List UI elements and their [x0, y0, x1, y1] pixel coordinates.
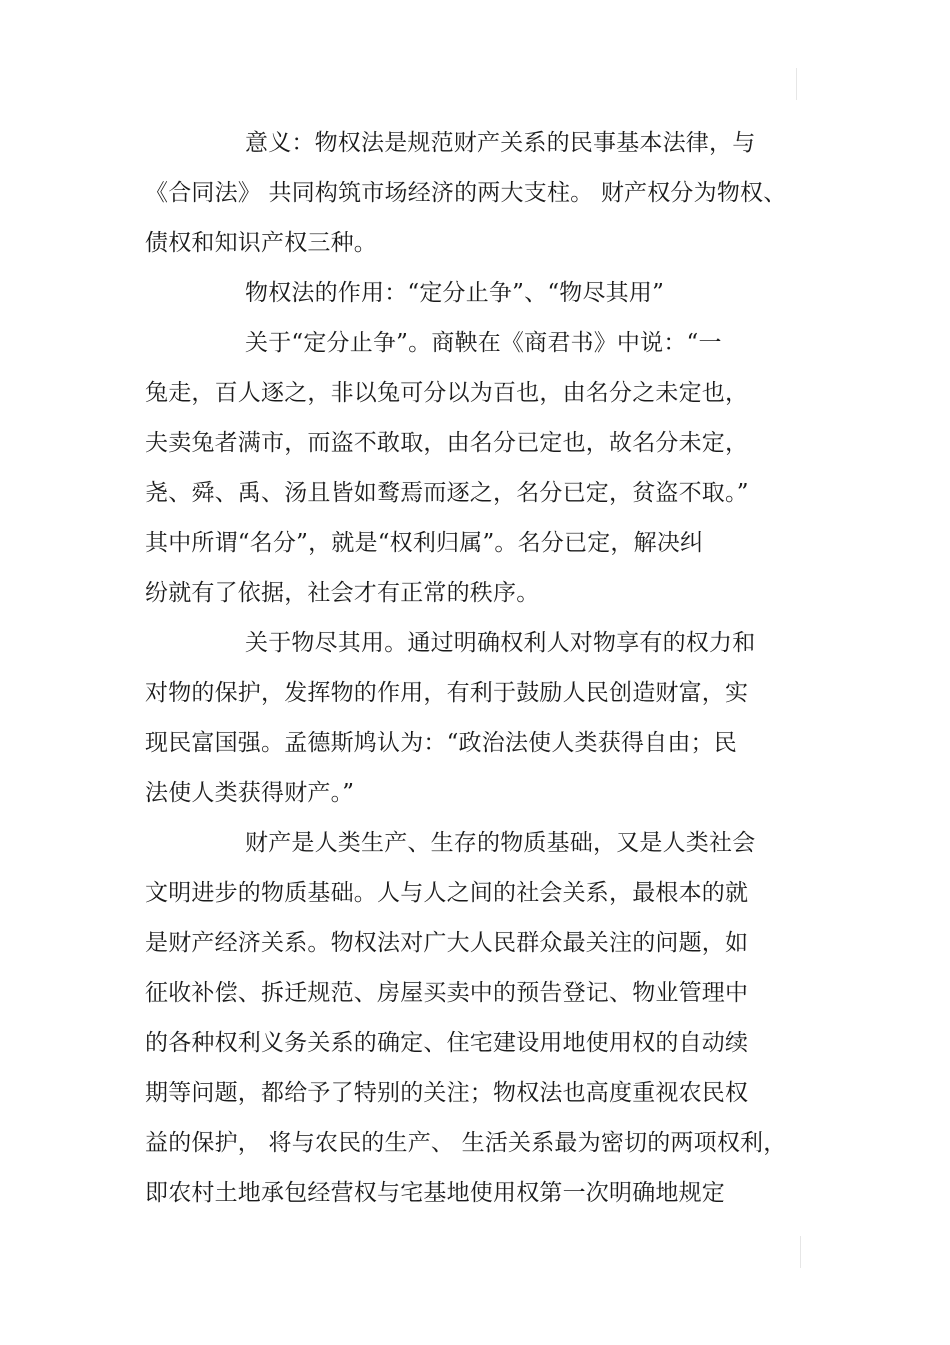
- text-line: 《合同法》 共同构筑市场经济的两大支柱。 财产权分为物权、: [145, 180, 787, 206]
- text-line: 即农村土地承包经营权与宅基地使用权第一次明确地规定: [145, 1180, 725, 1206]
- text-line: 夫卖兔者满市，而盗不敢取，由名分已定也，故名分未定，: [145, 430, 749, 456]
- text-line: 财产是人类生产、生存的物质基础，又是人类社会: [245, 830, 756, 856]
- text-line: 兔走，百人逐之，非以兔可分以为百也，由名分之未定也，: [145, 380, 749, 406]
- text-line: 纷就有了依据，社会才有正常的秩序。: [145, 580, 540, 606]
- text-line: 征收补偿、拆迁规范、房屋买卖中的预告登记、物业管理中: [145, 980, 749, 1006]
- text-line: 意义：物权法是规范财产关系的民事基本法律，与: [245, 130, 756, 156]
- page-corner-mark-bottom: [800, 1236, 801, 1268]
- page-corner-mark-top: [796, 68, 797, 100]
- text-line: 期等问题，都给予了特别的关注；物权法也高度重视农民权: [145, 1080, 749, 1106]
- text-line: 益的保护， 将与农民的生产、 生活关系最为密切的两项权利，: [145, 1130, 787, 1156]
- text-line: 的各种权利义务关系的确定、住宅建设用地使用权的自动续: [145, 1030, 749, 1056]
- text-line: 关于物尽其用。通过明确权利人对物享有的权力和: [245, 630, 756, 656]
- text-line: 现民富国强。孟德斯鸠认为：“政治法使人类获得自由；民: [145, 730, 737, 756]
- text-line: 物权法的作用：“定分止争”、“物尽其用”: [245, 280, 665, 306]
- text-line: 对物的保护，发挥物的作用，有利于鼓励人民创造财富，实: [145, 680, 749, 706]
- text-line: 是财产经济关系。物权法对广大人民群众最关注的问题，如: [145, 930, 749, 956]
- text-line: 关于“定分止争”。商鞅在《商君书》中说：“一: [245, 330, 722, 356]
- text-line: 文明进步的物质基础。人与人之间的社会关系，最根本的就: [145, 880, 749, 906]
- text-line: 债权和知识产权三种。: [145, 230, 377, 256]
- body-text: [145, 118, 805, 1218]
- text-line: 尧、舜、禹、汤且皆如鹜焉而逐之，名分已定，贫盗不取。”: [145, 480, 749, 506]
- text-line: 法使人类获得财产。”: [145, 780, 355, 806]
- text-line: 其中所谓“名分”，就是“权利归属”。名分已定，解决纠: [145, 530, 704, 556]
